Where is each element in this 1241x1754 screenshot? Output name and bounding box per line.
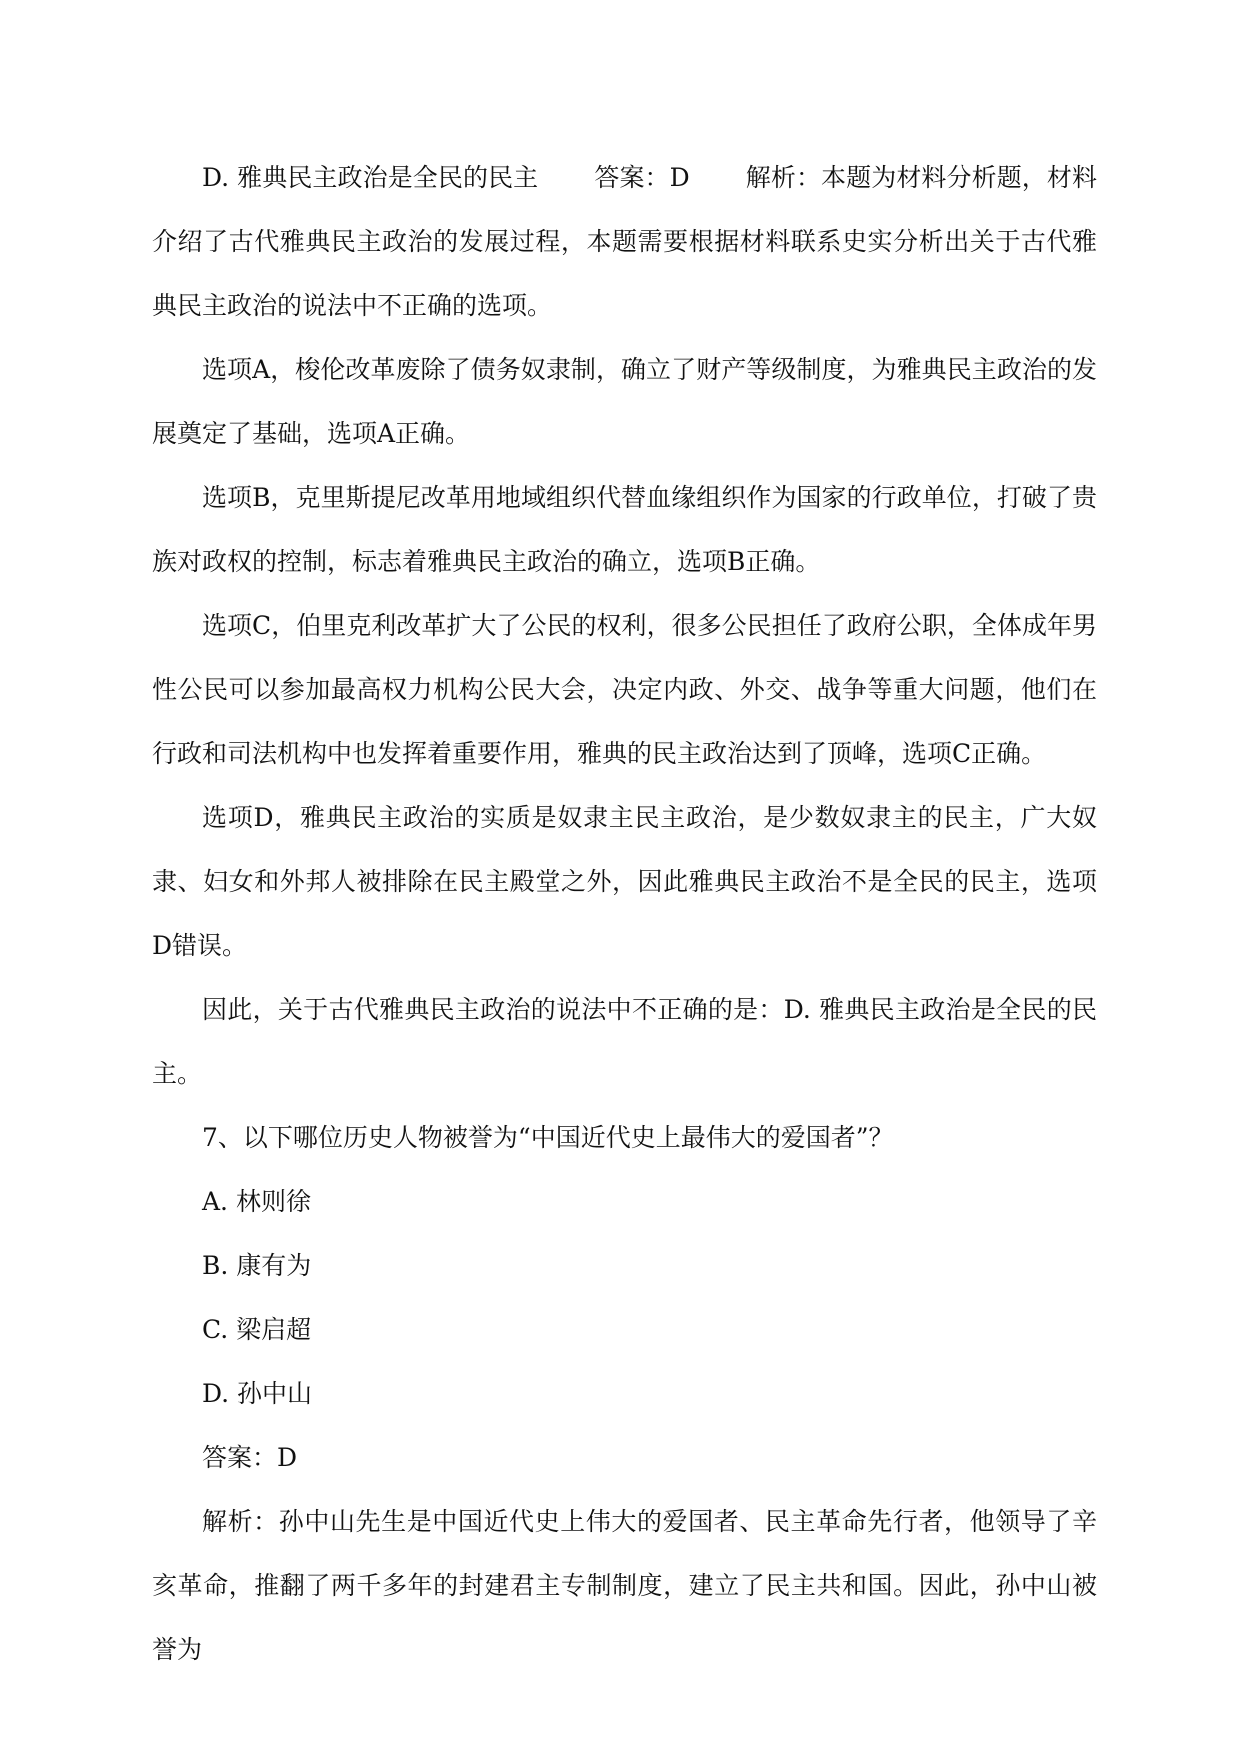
q6-answer: 答案：D — [594, 163, 690, 192]
q7-answer: 答案：D — [202, 1443, 298, 1472]
q6-explanation-b: 选项B，克里斯提尼改革用地域组织代替血缘组织作为国家的行政单位，打破了贵族对政权的控制，标志着雅典民主政治的确立，选项B正确。 — [152, 483, 1097, 576]
q6-explanation-a: 选项A，梭伦改革废除了债务奴隶制，确立了财产等级制度，为雅典民主政治的发展奠定了基础，选项A正确。 — [152, 355, 1097, 448]
q7-question: 7、以下哪位历史人物被誉为“中国近代史上最伟大的爱国者”？ — [202, 1123, 894, 1152]
q6-explanation-d: 选项D，雅典民主政治的实质是奴隶主民主政治，是少数奴隶主的民主，广大奴隶、妇女和外邦人被排除在民主殿堂之外，因此雅典民主政治不是全民的民主，选项D错误。 — [152, 803, 1097, 960]
q6-option-d-answer-analysis — [152, 146, 1097, 338]
q7-option-d: D. 孙中山 — [202, 1379, 313, 1408]
q7-option-a: A. 林则徐 — [202, 1187, 311, 1216]
q6-option-d: D. 雅典民主政治是全民的民主 — [202, 163, 539, 192]
q7-analysis: 解析：孙中山先生是中国近代史上伟大的爱国者、民主革命先行者，他领导了辛亥革命，推翻了两千多年的封建君主专制制度，建立了民主共和国。因此，孙中山被誉为 — [152, 1507, 1097, 1664]
q6-explanation-c: 选项C，伯里克利改革扩大了公民的权利，很多公民担任了政府公职，全体成年男性公民可以参加最高权力机构公民大会，决定内政、外交、战争等重大问题，他们在行政和司法机构中也发挥着重要作用，雅典的民主政治达到了顶峰，选项C正确。 — [152, 611, 1097, 768]
q6-analysis: 解析：本题为材料分析题，材料介绍了古代雅典民主政治的发展过程，本题需要根据材料联系史实分析出关于古代雅典民主政治的说法中不正确的选项。 — [152, 163, 1097, 320]
q7-option-c: C. 梁启超 — [202, 1315, 312, 1344]
q7-option-b: B. 康有为 — [202, 1251, 312, 1280]
q6-conclusion: 因此，关于古代雅典民主政治的说法中不正确的是：D. 雅典民主政治是全民的民主。 — [152, 995, 1097, 1088]
document-page — [152, 146, 1097, 1682]
